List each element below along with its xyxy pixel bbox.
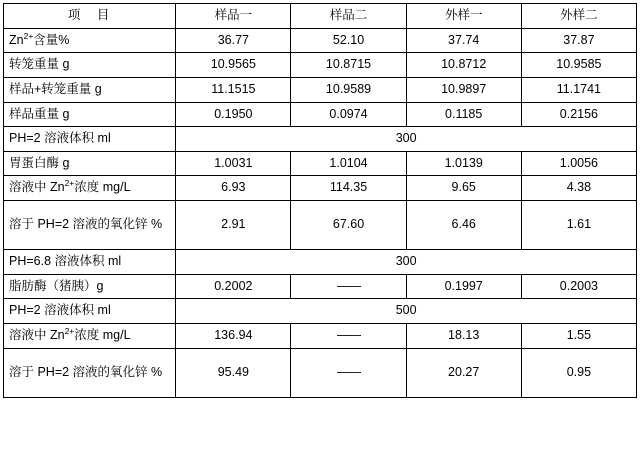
value-cell: 136.94 xyxy=(176,323,291,348)
value-cell: 11.1741 xyxy=(521,77,636,102)
row-label-suffix: 浓度 mg/L xyxy=(74,327,131,342)
row-label-superscript: 2+ xyxy=(64,325,75,336)
value-cell: —— xyxy=(291,274,406,299)
value-cell: 1.0031 xyxy=(176,151,291,176)
row-label: 样品+转笼重量 g xyxy=(4,77,176,102)
row-label: 转笼重量 g xyxy=(4,53,176,78)
value-cell: 0.95 xyxy=(521,348,636,397)
value-cell: 10.8712 xyxy=(406,53,521,78)
value-cell: 0.1185 xyxy=(406,102,521,127)
value-cell: 37.74 xyxy=(406,28,521,53)
value-cell: 9.65 xyxy=(406,176,521,201)
row-label-text: 溶液中 Zn xyxy=(9,327,65,342)
row-label: PH=2 溶液体积 ml xyxy=(4,127,176,152)
value-cell: 6.46 xyxy=(406,201,521,250)
row-label-text: Zn xyxy=(9,32,24,47)
table-row xyxy=(4,348,637,397)
value-cell: 4.38 xyxy=(521,176,636,201)
value-cell: 0.2156 xyxy=(521,102,636,127)
value-cell: 0.2003 xyxy=(521,274,636,299)
row-label: PH=2 溶液体积 ml xyxy=(4,299,176,324)
value-cell: 20.27 xyxy=(406,348,521,397)
value-cell: 1.0139 xyxy=(406,151,521,176)
column-header: 样品二 xyxy=(291,4,406,29)
merged-value-cell: 300 xyxy=(176,250,637,275)
value-cell: 95.49 xyxy=(176,348,291,397)
row-label: 溶于 PH=2 溶液的氧化锌 % xyxy=(4,348,176,397)
row-label-superscript: 2+ xyxy=(23,30,34,41)
table-row xyxy=(4,250,637,275)
table-row xyxy=(4,323,637,348)
value-cell: 2.91 xyxy=(176,201,291,250)
row-label: PH=6.8 溶液体积 ml xyxy=(4,250,176,275)
value-cell: 10.9589 xyxy=(291,77,406,102)
table-row xyxy=(4,176,637,201)
value-cell: 36.77 xyxy=(176,28,291,53)
value-cell: —— xyxy=(291,348,406,397)
value-cell: 1.55 xyxy=(521,323,636,348)
value-cell: 10.8715 xyxy=(291,53,406,78)
value-cell: 0.0974 xyxy=(291,102,406,127)
measurement-table xyxy=(3,3,637,398)
column-header: 样品一 xyxy=(176,4,291,29)
value-cell: 1.0104 xyxy=(291,151,406,176)
table-row xyxy=(4,151,637,176)
value-cell: 37.87 xyxy=(521,28,636,53)
document-page xyxy=(0,3,640,475)
row-label-superscript: 2+ xyxy=(64,178,75,189)
row-label xyxy=(4,323,176,348)
table-row xyxy=(4,77,637,102)
value-cell: —— xyxy=(291,323,406,348)
table-row xyxy=(4,299,637,324)
row-label xyxy=(4,176,176,201)
table-row xyxy=(4,53,637,78)
value-cell: 6.93 xyxy=(176,176,291,201)
value-cell: 67.60 xyxy=(291,201,406,250)
value-cell: 0.1950 xyxy=(176,102,291,127)
row-label: 溶于 PH=2 溶液的氧化锌 % xyxy=(4,201,176,250)
value-cell: 1.61 xyxy=(521,201,636,250)
value-cell: 52.10 xyxy=(291,28,406,53)
value-cell: 0.1997 xyxy=(406,274,521,299)
value-cell: 10.9897 xyxy=(406,77,521,102)
value-cell: 114.35 xyxy=(291,176,406,201)
value-cell: 11.1515 xyxy=(176,77,291,102)
column-header: 外样二 xyxy=(521,4,636,29)
value-cell: 10.9585 xyxy=(521,53,636,78)
row-label-suffix: 含量% xyxy=(33,32,70,47)
value-cell: 0.2002 xyxy=(176,274,291,299)
row-label: 胃蛋白酶 g xyxy=(4,151,176,176)
row-label: 样品重量 g xyxy=(4,102,176,127)
table-row xyxy=(4,274,637,299)
value-cell: 18.13 xyxy=(406,323,521,348)
value-cell: 10.9565 xyxy=(176,53,291,78)
merged-value-cell: 300 xyxy=(176,127,637,152)
column-header: 项 目 xyxy=(4,4,176,29)
table-header-row xyxy=(4,4,637,29)
table-row xyxy=(4,201,637,250)
row-label-text: 溶液中 Zn xyxy=(9,180,65,195)
column-header: 外样一 xyxy=(406,4,521,29)
row-label xyxy=(4,28,176,53)
table-row xyxy=(4,102,637,127)
value-cell: 1.0056 xyxy=(521,151,636,176)
table-row xyxy=(4,127,637,152)
row-label: 脂肪酶（猪胰）g xyxy=(4,274,176,299)
table-body xyxy=(4,4,637,398)
merged-value-cell: 500 xyxy=(176,299,637,324)
row-label-suffix: 浓度 mg/L xyxy=(74,180,131,195)
table-row xyxy=(4,28,637,53)
